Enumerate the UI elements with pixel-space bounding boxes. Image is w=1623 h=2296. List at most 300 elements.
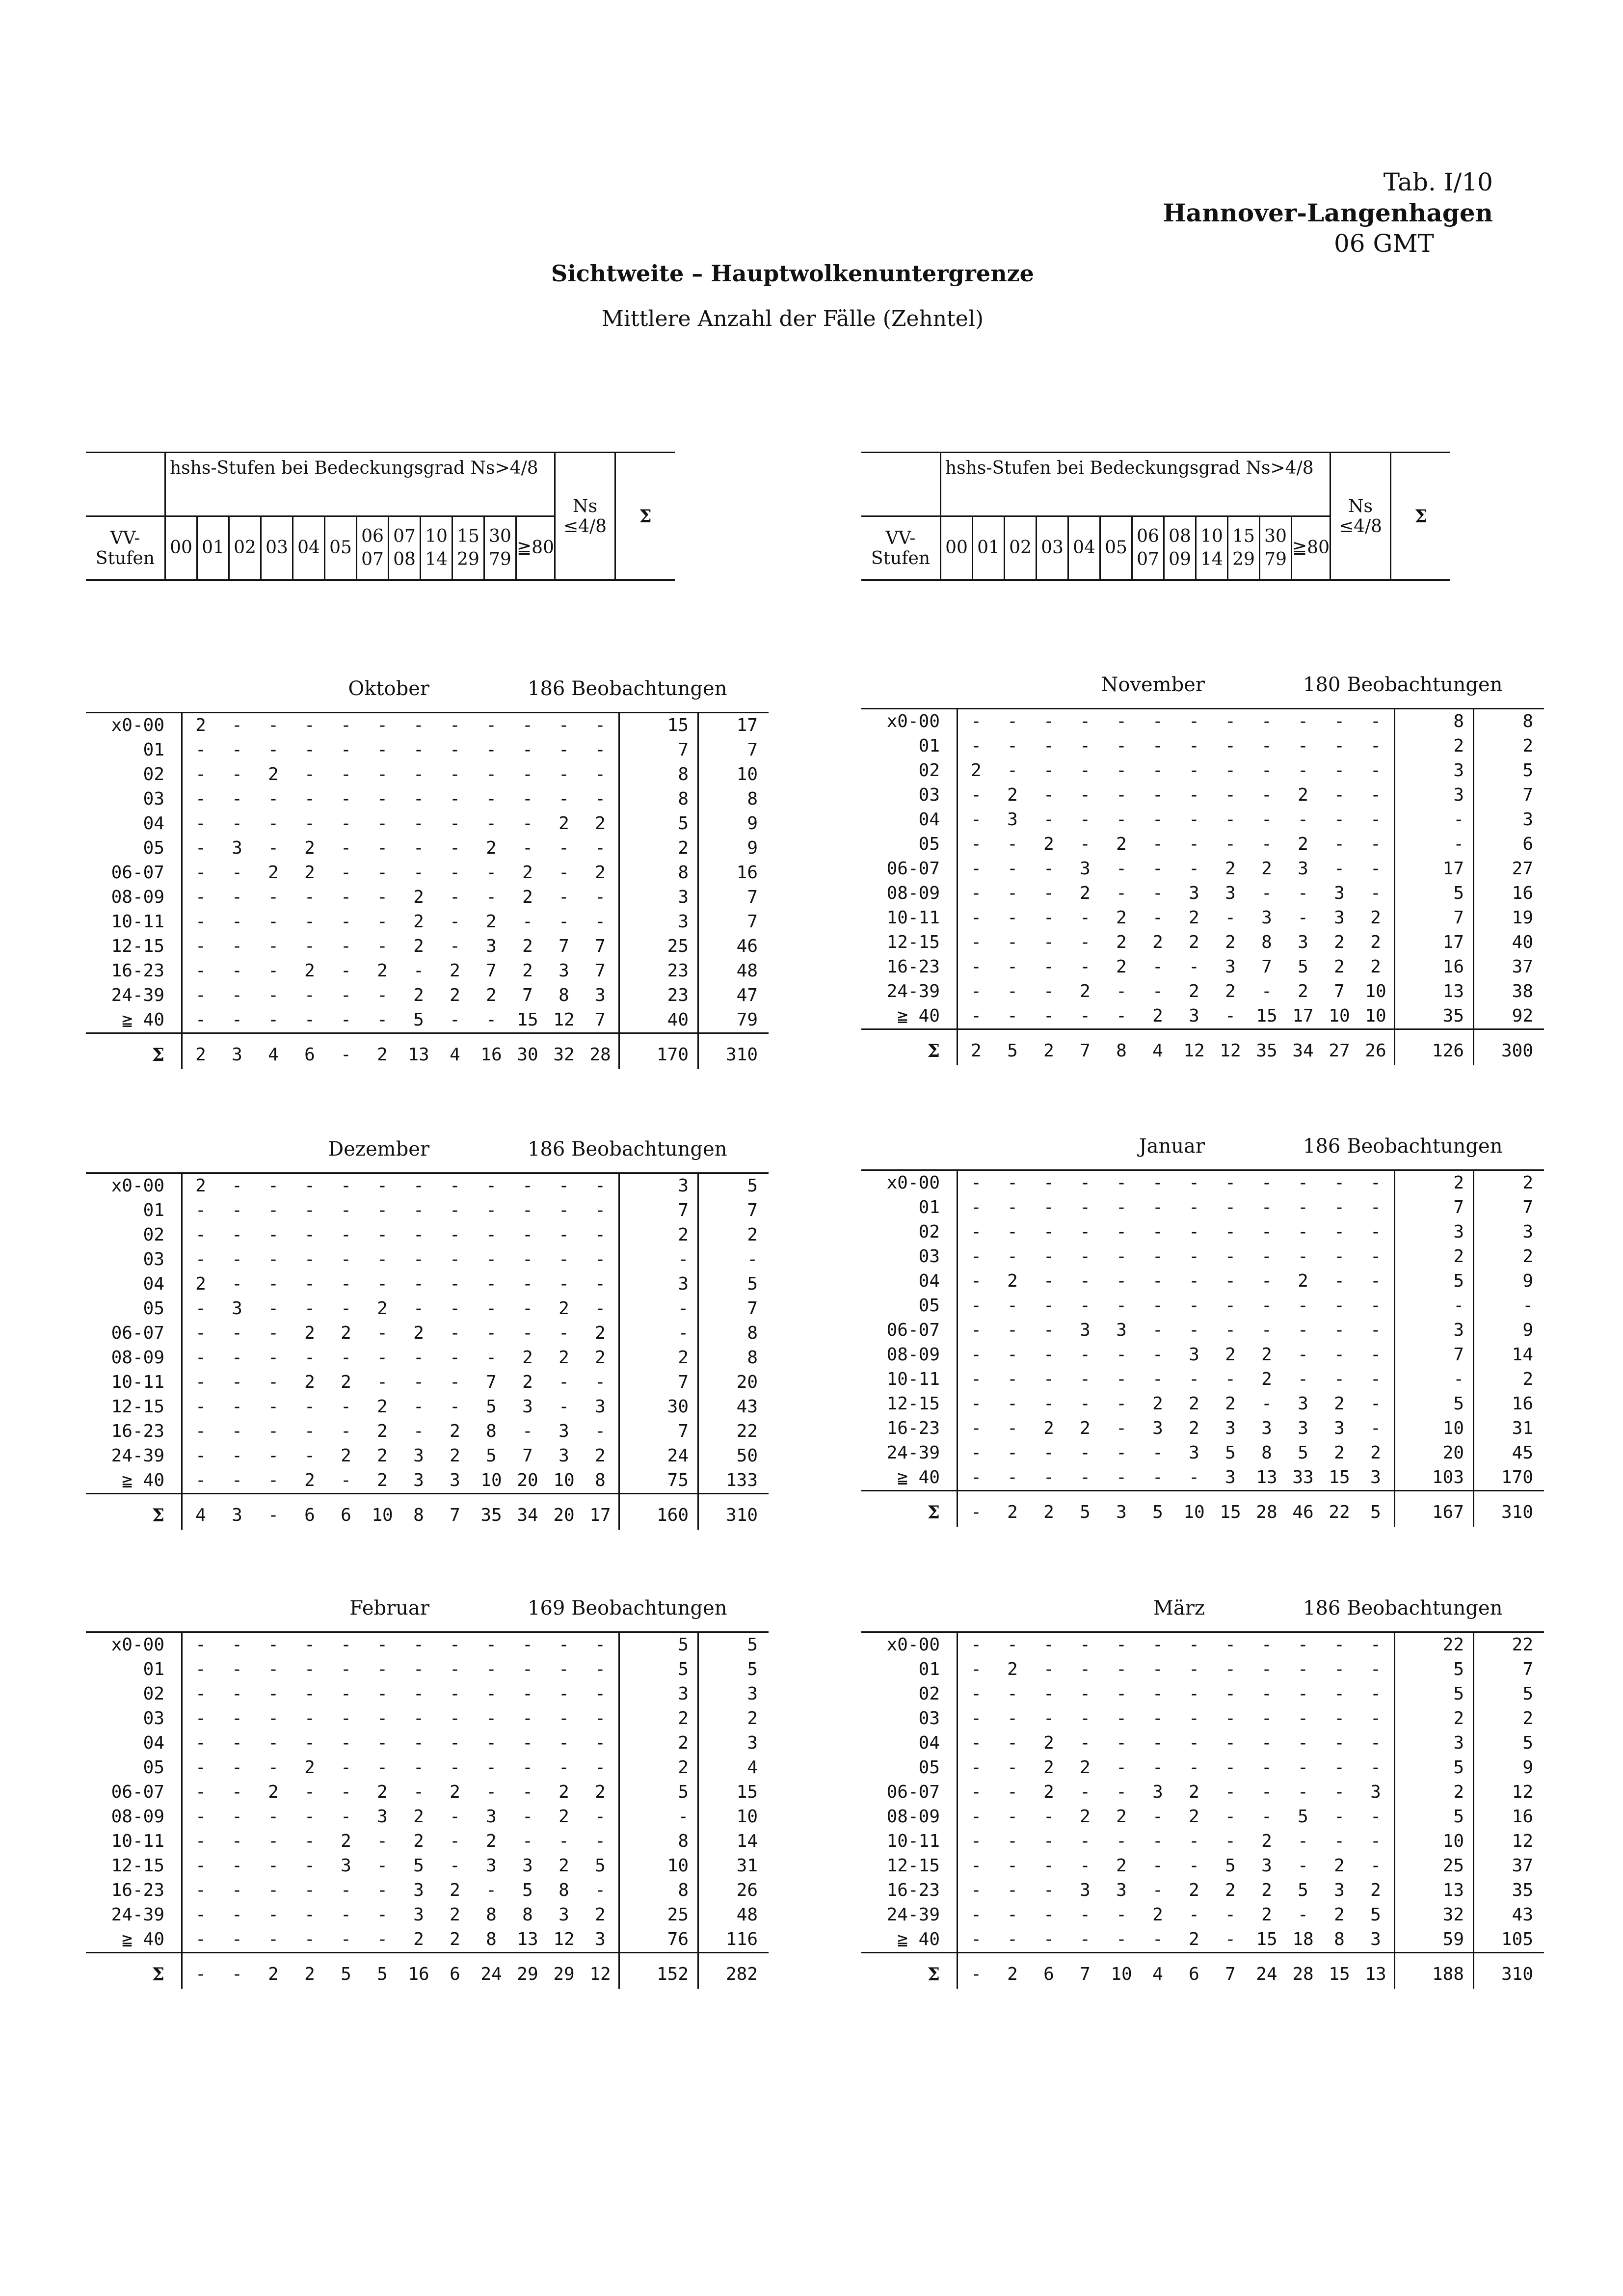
table-cell: -: [1043, 1708, 1054, 1729]
table-cell: -: [559, 1274, 569, 1294]
month-title: [861, 1135, 1544, 1158]
header-col-label: 04: [297, 538, 320, 558]
table-cell: -: [1140, 709, 1176, 734]
table-cell: -: [546, 713, 582, 738]
total-row: [86, 1033, 769, 1070]
total-row: [86, 1953, 769, 1989]
table-cell: -: [1334, 1222, 1345, 1242]
table-cell: -: [1067, 1004, 1103, 1029]
table-cell: -: [1007, 1246, 1018, 1267]
table-cell: -: [1007, 1418, 1018, 1438]
table-row: [86, 836, 769, 861]
table-cell: -: [232, 1905, 242, 1925]
table-cell: -: [232, 740, 242, 760]
total-cell: 4: [182, 1494, 219, 1530]
table-cell: -: [182, 910, 219, 934]
table-cell: -: [341, 1708, 351, 1729]
table-cell: -: [232, 1659, 242, 1679]
table-cell: 10: [1357, 1004, 1395, 1029]
table-cell: 3: [413, 1446, 424, 1466]
table-row: [861, 1829, 1544, 1854]
table-cell: -: [182, 1706, 219, 1731]
table-cell: -: [1370, 1418, 1381, 1438]
table-cell: 8: [522, 1905, 533, 1925]
table-cell: -: [232, 789, 242, 809]
table-cell: -: [559, 1397, 569, 1417]
table-cell: 2: [413, 936, 424, 956]
table-cell: -: [437, 713, 473, 738]
table-cell: -: [1152, 1684, 1163, 1704]
table-cell: 2: [1152, 1905, 1163, 1925]
table-cell: 2: [1261, 859, 1272, 879]
table-cell: 26: [698, 1878, 769, 1903]
header-col-3: [1037, 516, 1068, 580]
table-row: [861, 1269, 1544, 1294]
table-cell: -: [1007, 957, 1018, 977]
table-cell: -: [473, 1632, 509, 1658]
table-cell: 10: [1395, 1829, 1474, 1854]
table-cell: -: [522, 1274, 533, 1294]
table-cell: -: [1031, 1632, 1067, 1658]
table-cell: 5: [619, 1780, 698, 1805]
header-col-8: [1196, 516, 1228, 580]
total-cell: -: [268, 1505, 279, 1525]
table-cell: 2: [1370, 957, 1381, 977]
column-header-left: [86, 452, 675, 581]
total-row: [861, 1029, 1544, 1066]
row-label: 04: [918, 810, 940, 830]
table-cell: 2: [450, 1782, 460, 1802]
table-cell: 5: [1474, 1731, 1544, 1756]
table-cell: 3: [595, 1397, 606, 1417]
total-cell: 13: [408, 1045, 429, 1065]
table-cell: -: [1043, 1197, 1054, 1217]
total-cell: 28: [1292, 1964, 1314, 1984]
table-cell: -: [413, 1274, 424, 1294]
table-cell: -: [341, 1421, 351, 1441]
table-cell: -: [1103, 1465, 1140, 1491]
table-cell: -: [486, 1323, 497, 1343]
table-cell: -: [182, 1780, 219, 1805]
header-col-1: [197, 516, 229, 580]
total-cell: 310: [698, 1033, 769, 1070]
table-cell: -: [1370, 1197, 1381, 1217]
row-label: 16-23: [886, 1418, 940, 1438]
table-cell: -: [1298, 1831, 1308, 1851]
table-cell: -: [559, 1200, 569, 1220]
total-cell: 24: [1256, 1964, 1277, 1984]
table-cell: 2: [268, 1782, 279, 1802]
table-cell: 2: [1395, 1706, 1474, 1731]
table-cell: -: [182, 1468, 219, 1494]
table-cell: 3: [413, 1905, 424, 1925]
table-cell: -: [595, 1708, 606, 1729]
table-cell: -: [1043, 1831, 1054, 1851]
table-cell: -: [1152, 1708, 1163, 1729]
header-col-label: 15 29: [1232, 526, 1255, 569]
table-row: [861, 1318, 1544, 1343]
table-cell: -: [958, 906, 995, 930]
table-cell: 3: [1357, 1927, 1395, 1953]
row-label: 10-11: [111, 912, 164, 932]
table-cell: 2: [1261, 1831, 1272, 1851]
table-cell: 7: [559, 936, 569, 956]
table-cell: -: [341, 1348, 351, 1368]
table-row: [861, 1004, 1544, 1029]
table-cell: -: [1152, 1222, 1163, 1242]
table-cell: -: [1152, 1197, 1163, 1217]
table-cell: -: [328, 1173, 364, 1199]
table-cell: -: [1152, 957, 1163, 977]
table-cell: -: [1370, 1345, 1381, 1365]
table-cell: -: [341, 863, 351, 883]
table-cell: -: [994, 1632, 1031, 1658]
table-row: [861, 1682, 1544, 1706]
table-cell: -: [1152, 736, 1163, 756]
row-label: 10-11: [886, 908, 940, 928]
table-cell: 5: [698, 1657, 769, 1682]
total-cell: 12: [589, 1964, 611, 1984]
table-cell: 8: [559, 985, 569, 1005]
table-cell: -: [1043, 785, 1054, 805]
table-cell: -: [377, 985, 388, 1005]
table-cell: 23: [619, 959, 698, 983]
table-row: [86, 1632, 769, 1658]
table-cell: 3: [698, 1682, 769, 1706]
table-cell: -: [1007, 859, 1018, 879]
table-cell: -: [994, 1465, 1031, 1491]
month-observations: 186 Beobachtungen: [528, 1138, 727, 1161]
table-row: [86, 1805, 769, 1829]
total-label: Σ: [927, 1502, 940, 1523]
table-cell: 10: [1395, 1416, 1474, 1441]
table-row: [86, 1878, 769, 1903]
total-cell: 5: [377, 1964, 388, 1984]
table-cell: 2: [1043, 1757, 1054, 1778]
table-cell: -: [1140, 1927, 1176, 1953]
table-cell: -: [219, 713, 255, 738]
table-cell: 5: [1298, 1807, 1308, 1827]
table-cell: -: [304, 1348, 315, 1368]
row-label: 10-11: [886, 1831, 940, 1851]
table-cell: -: [1225, 1782, 1236, 1802]
table-cell: 2: [1395, 1170, 1474, 1196]
row-label: x0-00: [861, 1632, 958, 1658]
table-cell: 2: [413, 912, 424, 932]
table-cell: 2: [292, 1468, 328, 1494]
table-cell: -: [232, 985, 242, 1005]
table-cell: -: [268, 912, 279, 932]
table-cell: -: [1225, 1757, 1236, 1778]
table-cell: -: [268, 1421, 279, 1441]
table-cell: 2: [1116, 834, 1127, 854]
table-cell: -: [1298, 1345, 1308, 1365]
table-cell: -: [219, 1008, 255, 1033]
table-cell: -: [450, 1733, 460, 1753]
table-cell: -: [232, 1200, 242, 1220]
table-cell: -: [1261, 1807, 1272, 1827]
sum-label: Σ: [1414, 506, 1427, 527]
table-cell: -: [1116, 760, 1127, 781]
table-cell: -: [232, 764, 242, 784]
table-cell: 2: [698, 1223, 769, 1247]
table-cell: -: [1370, 1659, 1381, 1679]
table-cell: -: [1043, 1905, 1054, 1925]
table-cell: -: [1298, 1708, 1308, 1729]
table-cell: -: [1249, 709, 1285, 734]
table-cell: 5: [1298, 957, 1308, 977]
table-cell: -: [595, 1733, 606, 1753]
header-vv: [861, 516, 941, 580]
header-col-label: 02: [234, 538, 256, 558]
table-cell: -: [450, 1684, 460, 1704]
table-cell: -: [1152, 1856, 1163, 1876]
table-cell: 2: [377, 1397, 388, 1417]
table-cell: -: [304, 985, 315, 1005]
table-cell: 7: [1474, 1657, 1544, 1682]
table-cell: -: [413, 1298, 424, 1319]
table-cell: -: [450, 1856, 460, 1876]
header-sum: [1391, 453, 1451, 580]
table-cell: 2: [341, 1372, 351, 1392]
table-cell: -: [1189, 1222, 1199, 1242]
table-cell: -: [1007, 1708, 1018, 1729]
total-cell: 300: [1474, 1029, 1544, 1066]
total-cell: 2: [304, 1964, 315, 1984]
table-cell: -: [522, 1733, 533, 1753]
table-cell: 15: [619, 713, 698, 738]
table-cell: -: [304, 1880, 315, 1900]
table-cell: -: [595, 789, 606, 809]
table-cell: 2: [522, 961, 533, 981]
table-cell: 2: [450, 1421, 460, 1441]
table-cell: -: [1189, 736, 1199, 756]
total-cell: -: [341, 1045, 351, 1065]
table-cell: -: [994, 1927, 1031, 1953]
table-cell: -: [377, 1323, 388, 1343]
table-cell: -: [1334, 1320, 1345, 1340]
header-col-label: 07 08: [393, 526, 416, 569]
table-cell: -: [304, 1225, 315, 1245]
row-label: 24-39: [111, 1446, 164, 1466]
table-row: [86, 1927, 769, 1953]
table-cell: 5: [1370, 1905, 1381, 1925]
table-cell: -: [341, 1905, 351, 1925]
table-cell: 22: [1474, 1632, 1544, 1658]
table-cell: -: [268, 1684, 279, 1704]
table-cell: -: [1212, 709, 1249, 734]
table-cell: 27: [1474, 857, 1544, 881]
table-cell: -: [1261, 1296, 1272, 1316]
table-cell: -: [1067, 709, 1103, 734]
table-cell: -: [377, 740, 388, 760]
table-cell: 2: [364, 1468, 400, 1494]
table-cell: -: [232, 1684, 242, 1704]
table-cell: 8: [486, 1421, 497, 1441]
table-cell: -: [413, 961, 424, 981]
table-cell: 23: [619, 983, 698, 1008]
table-cell: -: [1007, 1856, 1018, 1876]
table-cell: -: [1370, 1757, 1381, 1778]
table-cell: -: [595, 1372, 606, 1392]
table-cell: -: [1031, 1465, 1067, 1491]
table-cell: 3: [1212, 1465, 1249, 1491]
header-col-1: [973, 516, 1005, 580]
table-cell: -: [1043, 932, 1054, 952]
table-cell: 75: [619, 1468, 698, 1494]
ns-label-2: ≤4/8: [1338, 516, 1383, 537]
table-cell: -: [958, 979, 995, 1004]
table-cell: 8: [1321, 1927, 1357, 1953]
table-cell: 2: [450, 1446, 460, 1466]
table-row: [861, 1416, 1544, 1441]
table-cell: -: [1370, 1708, 1381, 1729]
table-cell: -: [958, 783, 995, 808]
table-cell: 8: [619, 787, 698, 811]
table-cell: -: [1261, 810, 1272, 830]
total-cell: 152: [619, 1953, 698, 1989]
table-cell: -: [522, 1684, 533, 1704]
table-cell: -: [1474, 1294, 1544, 1318]
table-row: [86, 1247, 769, 1272]
table-cell: -: [486, 1708, 497, 1729]
table-cell: -: [595, 1831, 606, 1851]
table-cell: 5: [1298, 1880, 1308, 1900]
total-cell: 10: [1183, 1502, 1205, 1522]
row-label: 12-15: [111, 1856, 164, 1876]
table-cell: 16: [698, 861, 769, 885]
table-cell: -: [328, 1927, 364, 1953]
table-cell: 2: [1395, 734, 1474, 758]
table-cell: -: [450, 1708, 460, 1729]
row-label: 01: [143, 1659, 164, 1679]
table-cell: -: [1189, 1197, 1199, 1217]
table-cell: 2: [1116, 1807, 1127, 1827]
header-col-label: 01: [202, 538, 224, 558]
table-cell: -: [1067, 1170, 1103, 1196]
table-cell: 22: [1395, 1632, 1474, 1658]
table-cell: -: [304, 1274, 315, 1294]
table-cell: -: [1189, 1684, 1199, 1704]
table-cell: -: [958, 1829, 995, 1854]
table-cell: -: [1080, 760, 1091, 781]
table-cell: -: [232, 863, 242, 883]
table-cell: -: [958, 1632, 995, 1658]
table-cell: 2: [1225, 932, 1236, 952]
table-cell: -: [1357, 709, 1395, 734]
table-cell: -: [958, 1416, 995, 1441]
table-cell: -: [1225, 760, 1236, 781]
table-cell: -: [182, 1444, 219, 1468]
table-cell: -: [341, 789, 351, 809]
ns-label: Ns: [573, 496, 598, 516]
table-cell: -: [595, 912, 606, 932]
row-label: 01: [143, 1200, 164, 1220]
table-cell: -: [328, 1008, 364, 1033]
table-cell: -: [1225, 736, 1236, 756]
table-cell: 8: [698, 787, 769, 811]
header-col-2: [1005, 516, 1037, 580]
table-cell: -: [1370, 1296, 1381, 1316]
table-cell: -: [413, 838, 424, 858]
table-cell: -: [559, 1684, 569, 1704]
row-label: 08-09: [111, 1807, 164, 1827]
table-cell: 13: [1395, 1878, 1474, 1903]
table-cell: -: [486, 887, 497, 907]
table-cell: -: [1334, 736, 1345, 756]
table-cell: 3: [559, 1421, 569, 1441]
table-cell: 7: [486, 961, 497, 981]
table-cell: -: [1116, 785, 1127, 805]
total-cell: -: [232, 1964, 242, 1984]
table-cell: -: [1007, 1831, 1018, 1851]
table-cell: 5: [698, 1272, 769, 1297]
table-cell: 2: [1225, 859, 1236, 879]
table-cell: 170: [1474, 1465, 1544, 1491]
table-cell: 2: [1334, 1905, 1345, 1925]
table-cell: -: [1370, 1246, 1381, 1267]
table-cell: -: [595, 1807, 606, 1827]
table-cell: 8: [698, 1346, 769, 1370]
table-cell: -: [994, 1170, 1031, 1196]
table-cell: 40: [1474, 930, 1544, 955]
table-cell: -: [1152, 1659, 1163, 1679]
table-cell: 10: [619, 1854, 698, 1878]
table-cell: 3: [1261, 908, 1272, 928]
total-cell: 35: [480, 1505, 502, 1525]
table-row: [861, 1731, 1544, 1756]
table-cell: 2: [304, 1757, 315, 1778]
table-cell: -: [486, 1733, 497, 1753]
table-cell: -: [1334, 1831, 1345, 1851]
table-cell: -: [1225, 1684, 1236, 1704]
table-cell: -: [522, 1807, 533, 1827]
table-cell: 2: [341, 1831, 351, 1851]
table-cell: -: [1285, 1632, 1321, 1658]
table-cell: -: [1261, 1197, 1272, 1217]
table-cell: -: [182, 1756, 219, 1780]
table-row: [861, 1392, 1544, 1416]
table-cell: -: [1080, 1197, 1091, 1217]
header-sum: [615, 453, 675, 580]
table-cell: 7: [698, 910, 769, 934]
table-cell: 2: [341, 1446, 351, 1466]
table-cell: 5: [698, 1632, 769, 1658]
table-cell: -: [1067, 1632, 1103, 1658]
table-cell: -: [450, 1757, 460, 1778]
table-cell: -: [413, 1733, 424, 1753]
table-cell: 3: [377, 1807, 388, 1827]
table-cell: -: [559, 838, 569, 858]
month-block-maerz: [861, 1597, 1544, 1989]
table-cell: -: [958, 1878, 995, 1903]
table-cell: -: [595, 1659, 606, 1679]
table-cell: -: [1007, 908, 1018, 928]
table-cell: -: [1370, 760, 1381, 781]
table-cell: 5: [413, 1856, 424, 1876]
table-cell: -: [437, 1173, 473, 1199]
table-cell: 30: [619, 1395, 698, 1419]
table-cell: 2: [1007, 1659, 1018, 1679]
table-cell: 2: [1334, 1394, 1345, 1414]
table-cell: -: [486, 764, 497, 784]
table-cell: -: [437, 1632, 473, 1658]
table-cell: 10: [698, 1805, 769, 1829]
table-cell: 133: [698, 1468, 769, 1494]
row-label: 16-23: [111, 1880, 164, 1900]
table-cell: 3: [486, 1807, 497, 1827]
row-label: 03: [918, 1246, 940, 1267]
